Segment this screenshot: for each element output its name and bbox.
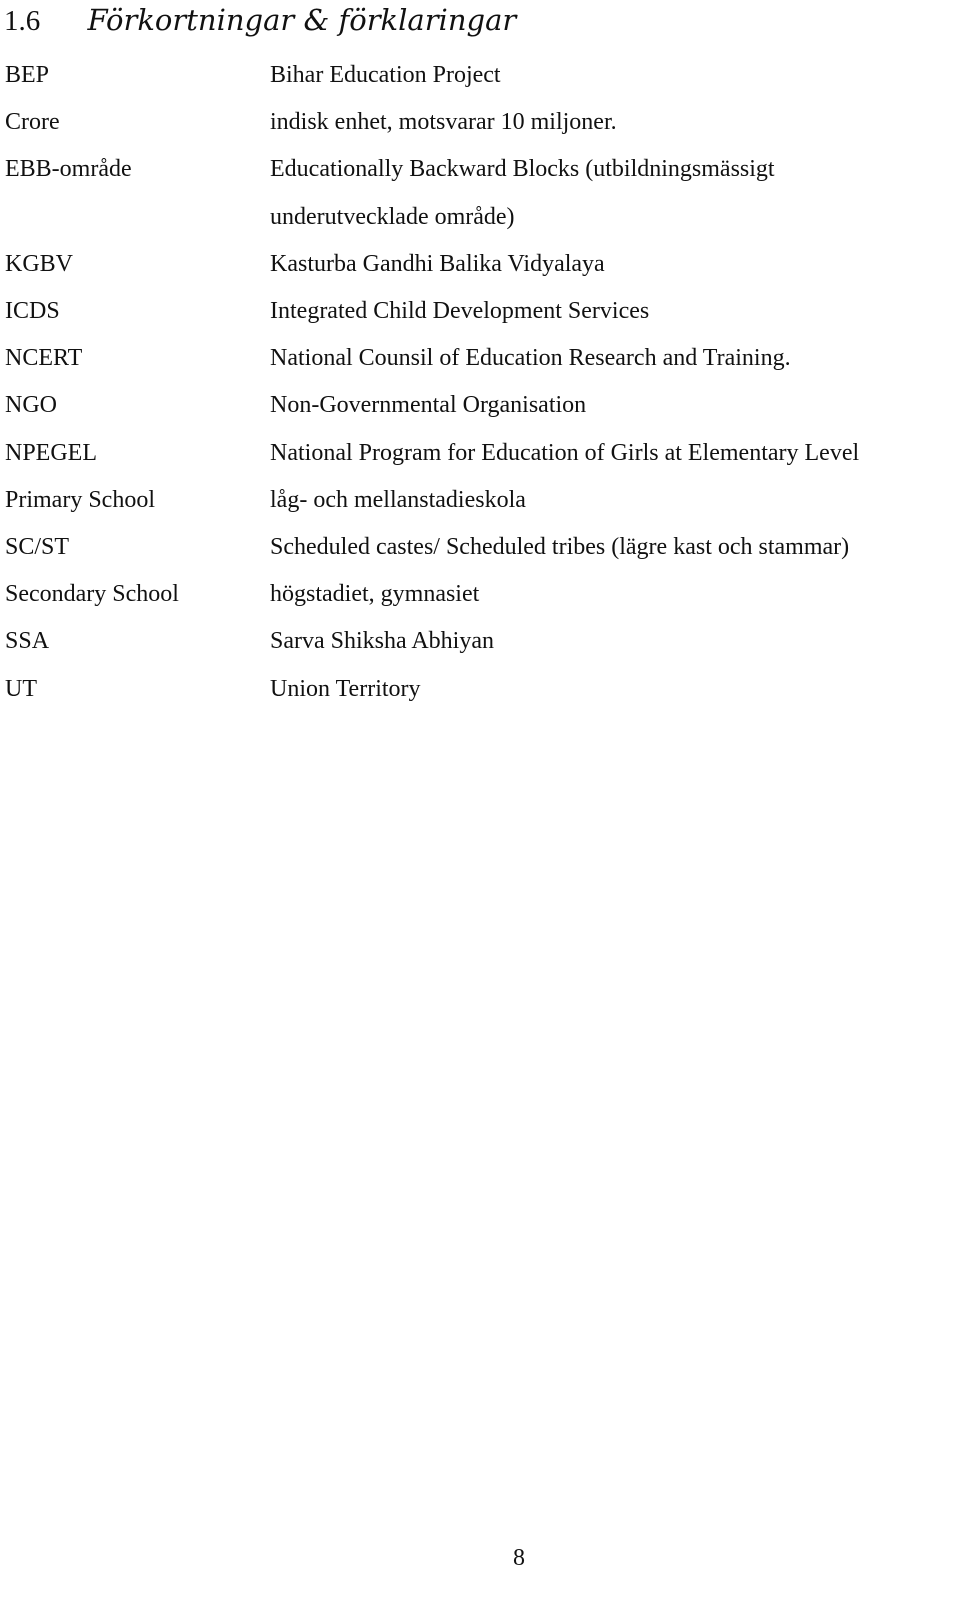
section-number: 1.6 <box>4 5 41 37</box>
glossary-definition <box>270 335 955 382</box>
glossary-term: ICDS <box>5 298 60 325</box>
definition-line: indisk enhet, motsvarar 10 miljoner. <box>270 109 617 136</box>
definition-line: underutvecklade område) <box>270 203 515 230</box>
glossary-row-icds <box>5 288 955 335</box>
glossary-term: Primary School <box>5 486 155 513</box>
glossary-row-sc-st <box>5 524 955 571</box>
glossary-term: KGBV <box>5 250 74 277</box>
glossary-definition <box>270 146 955 240</box>
glossary-row-ut <box>5 666 955 713</box>
glossary-term: UT <box>5 675 37 702</box>
glossary-definition <box>270 524 955 571</box>
definition-line: Bihar Education Project <box>270 62 501 88</box>
section-heading <box>4 0 516 40</box>
section-title: Förkortningar & förklaringar <box>87 3 517 37</box>
glossary-definition <box>270 571 955 618</box>
definition-line: Scheduled castes/ Scheduled tribes (lägre kast och stammar) <box>270 534 850 561</box>
glossary-term: SSA <box>5 628 50 655</box>
glossary-term: BEP <box>5 62 50 88</box>
glossary-list <box>5 52 955 713</box>
glossary-definition <box>270 52 955 99</box>
definition-line: högstadiet, gymnasiet <box>270 581 480 608</box>
definition-line: Non-Governmental Organisation <box>270 392 587 419</box>
glossary-term: NCERT <box>5 345 83 372</box>
glossary-definition <box>270 430 955 477</box>
glossary-row-bep <box>5 52 955 99</box>
glossary-row-secondary-school <box>5 571 955 618</box>
glossary-definition <box>270 288 955 335</box>
definition-line: Kasturba Gandhi Balika Vidyalaya <box>270 250 605 277</box>
glossary-definition <box>270 99 955 146</box>
glossary-row-ssa <box>5 618 955 665</box>
glossary-row-ebb <box>5 146 955 240</box>
glossary-term: Secondary School <box>5 581 179 608</box>
glossary-definition <box>270 666 955 713</box>
definition-line: låg- och mellanstadieskola <box>270 486 526 513</box>
glossary-row-ncert <box>5 335 955 382</box>
glossary-definition <box>270 241 955 288</box>
glossary-term: Crore <box>5 109 60 136</box>
definition-line: Union Territory <box>270 675 421 702</box>
definition-line: Sarva Shiksha Abhiyan <box>270 628 494 655</box>
glossary-definition <box>270 618 955 665</box>
glossary-term: NPEGEL <box>5 439 97 466</box>
page-number: 8 <box>513 1545 525 1571</box>
definition-line: National Program for Education of Girls at Elementary Level <box>270 439 860 466</box>
definition-line: National Counsil of Education Research and Training. <box>270 345 791 372</box>
glossary-row-npegel <box>5 430 955 477</box>
glossary-row-ngo <box>5 382 955 429</box>
glossary-definition <box>270 382 955 429</box>
definition-line: Integrated Child Development Services <box>270 298 650 325</box>
glossary-term: EBB-område <box>5 156 132 183</box>
glossary-term: SC/ST <box>5 534 70 561</box>
glossary-row-primary-school <box>5 477 955 524</box>
definition-line: Educationally Backward Blocks (utbildningsmässigt <box>270 156 775 183</box>
glossary-definition <box>270 477 955 524</box>
glossary-term: NGO <box>5 392 57 419</box>
glossary-row-crore <box>5 99 955 146</box>
glossary-row-kgbv <box>5 241 955 288</box>
